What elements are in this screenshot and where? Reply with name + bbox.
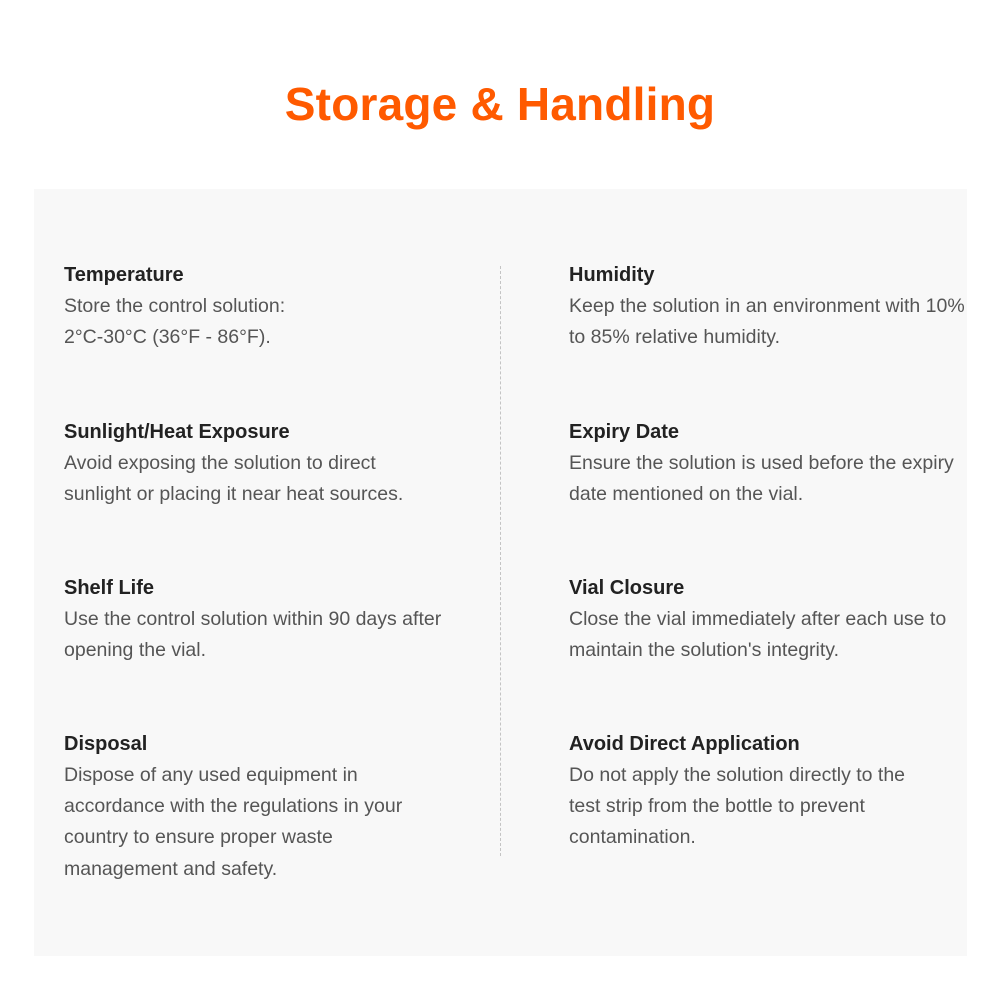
item-text: Keep the solution in an environment with 10% to 85% relative humidity. [569,295,965,349]
info-item-avoid-direct-application [569,729,919,854]
info-item-vial-closure [569,573,969,666]
item-title: Vial Closure [569,577,685,599]
item-text: Dispose of any used equipment in accordance with the regulations in your country to ensure proper waste management and safety. [64,764,403,880]
info-item-temperature [64,260,444,353]
item-title: Humidity [569,264,655,286]
item-text: Do not apply the solution directly to the test strip from the bottle to prevent contamination. [569,764,906,849]
item-text: Store the control solution: 2°C-30°C (36°F - 86°F). [64,295,286,349]
info-item-disposal [64,729,424,885]
item-title: Avoid Direct Application [569,733,800,755]
info-item-shelf-life [64,573,444,666]
item-text: Use the control solution within 90 days after opening the vial. [64,608,442,662]
info-item-expiry-date [569,417,969,510]
item-title: Temperature [64,264,184,286]
page-title: Storage & Handling [284,78,716,130]
item-title: Disposal [64,733,148,755]
item-title: Sunlight/Heat Exposure [64,421,290,443]
item-text: Close the vial immediately after each use to maintain the solution's integrity. [569,608,947,662]
item-title: Shelf Life [64,577,155,599]
column-divider [500,266,501,856]
item-text: Avoid exposing the solution to direct sunlight or placing it near heat sources. [64,452,404,506]
item-text: Ensure the solution is used before the expiry date mentioned on the vial. [569,452,954,506]
item-title: Expiry Date [569,421,680,443]
info-item-humidity [569,260,969,353]
info-item-sunlight-heat-exposure [64,417,444,510]
